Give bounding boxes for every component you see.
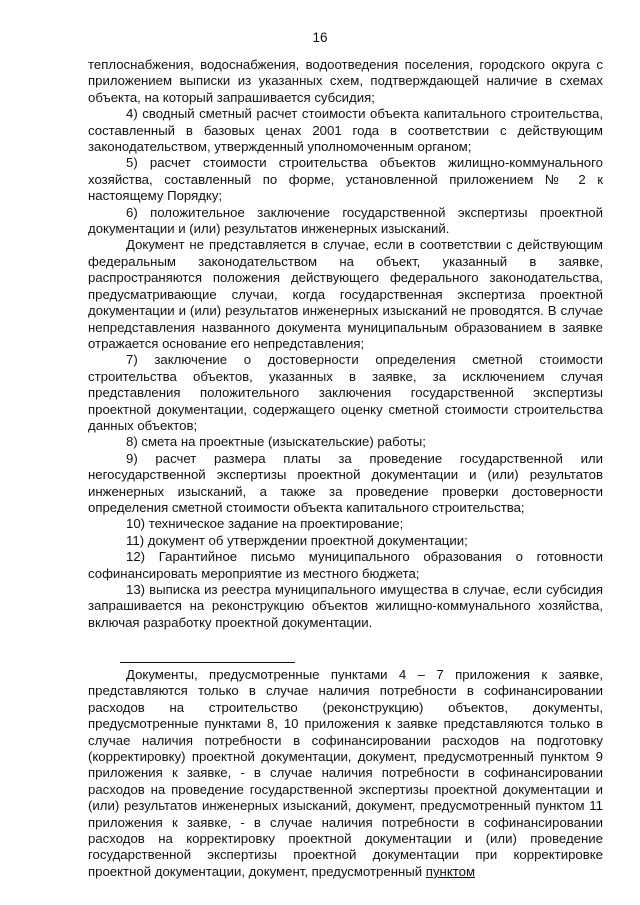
list-item-8: 8) смета на проектные (изыскательские) работы;	[126, 434, 426, 450]
paragraph: теплоснабжения, водоснабжения, водоотведения поселения, городского округа с приложением выписки из указанных схем, подтверждающей наличие в схемах объекта, на который запрашивается субсидия;	[88, 57, 603, 105]
footnote-paragraph	[88, 667, 603, 880]
list-item-4: 4) сводный сметный расчет стоимости объекта капитального строительства, составленный в базовых ценах 2001 года в соответствии с действующим законодательством, утвержденный уполномоченным органом;	[88, 106, 603, 155]
list-item-7: 7) заключение о достоверности определения сметной стоимости строительства объектов, указанных в заявке, за исключением случая представления положительного заключения государственной экспертизы проектной документации, содержащего оценку сметной стоимости строительства данных объектов;	[88, 352, 603, 433]
list-item-10: 10) техническое задание на проектирование;	[126, 516, 404, 532]
list-item-12: 12) Гарантийное письмо муниципального образования о готовности софинансировать мероприятие из местного бюджета;	[88, 549, 603, 581]
list-item-11: 11) документ об утверждении проектной документации;	[126, 532, 468, 548]
list-item-9: 9) расчет размера платы за проведение государственной или негосударственной экспертизы проектной документации и (или) результатов инженерных изысканий, а также за проведение проверки достоверности определения сметной стоимости объекта капитального строительства;	[88, 450, 603, 515]
list-item-13: 13) выписка из реестра муниципального имущества в случае, если субсидия запрашивается на реконструкцию объектов жилищно-коммунального хозяйства, включая разработку проектной документации.	[88, 582, 603, 630]
list-item-6: 6) положительное заключение государственной экспертизы проектной документации и (или) результатов инженерных изысканий.	[88, 204, 603, 237]
page-number: 16	[312, 30, 328, 45]
footnote-body: Документы, предусмотренные пунктами 4 – 7 приложения к заявке, представляются только в случае наличия потребности в софинансировании расходов на строительство (реконструкцию) объектов, документы, предусмотренные пунктами 8, 10 приложения к заявке представляются только в случае наличия потребности в софинансировании расходов на подготовку (корректировку) проектной документации, документ, предусмотренный пунктом 9 приложения к заявке, - в случае наличия потребности в софинансировании расходов на проведение государственной экспертизы проектной документации и (или) результатов инженерных изысканий, документ, предусмотренный пунктом 11 приложения к заявке, - в случае наличия потребности в софинансировании расходов на корректировку проектной документации и (или) проведение государственной экспертизы проектной документации при корректировке проектной документации, документ, предусмотренный	[88, 667, 603, 879]
footnote	[88, 667, 603, 880]
paragraph-exception: Документ не представляется в случае, если в соответствии с действующим федеральным законодательством на объект, указанный в заявке, распространяются положения действующего федерального законодательства, предусматривающие случаи, когда государственная экспертиза проектной документации и (или) результатов инженерных изысканий не проводятся. В случае непредставления названного документа муниципальным образованием в заявке отражается основание его непредставления;	[88, 237, 603, 351]
list-item-5: 5) расчет стоимости строительства объектов жилищно-коммунального хозяйства, составленный по форме, установленной приложением № 2 к настоящему Порядку;	[88, 155, 603, 204]
document-body	[88, 57, 603, 631]
footnote-divider	[120, 662, 295, 663]
footnote-underlined-tail: пунктом	[425, 863, 476, 879]
